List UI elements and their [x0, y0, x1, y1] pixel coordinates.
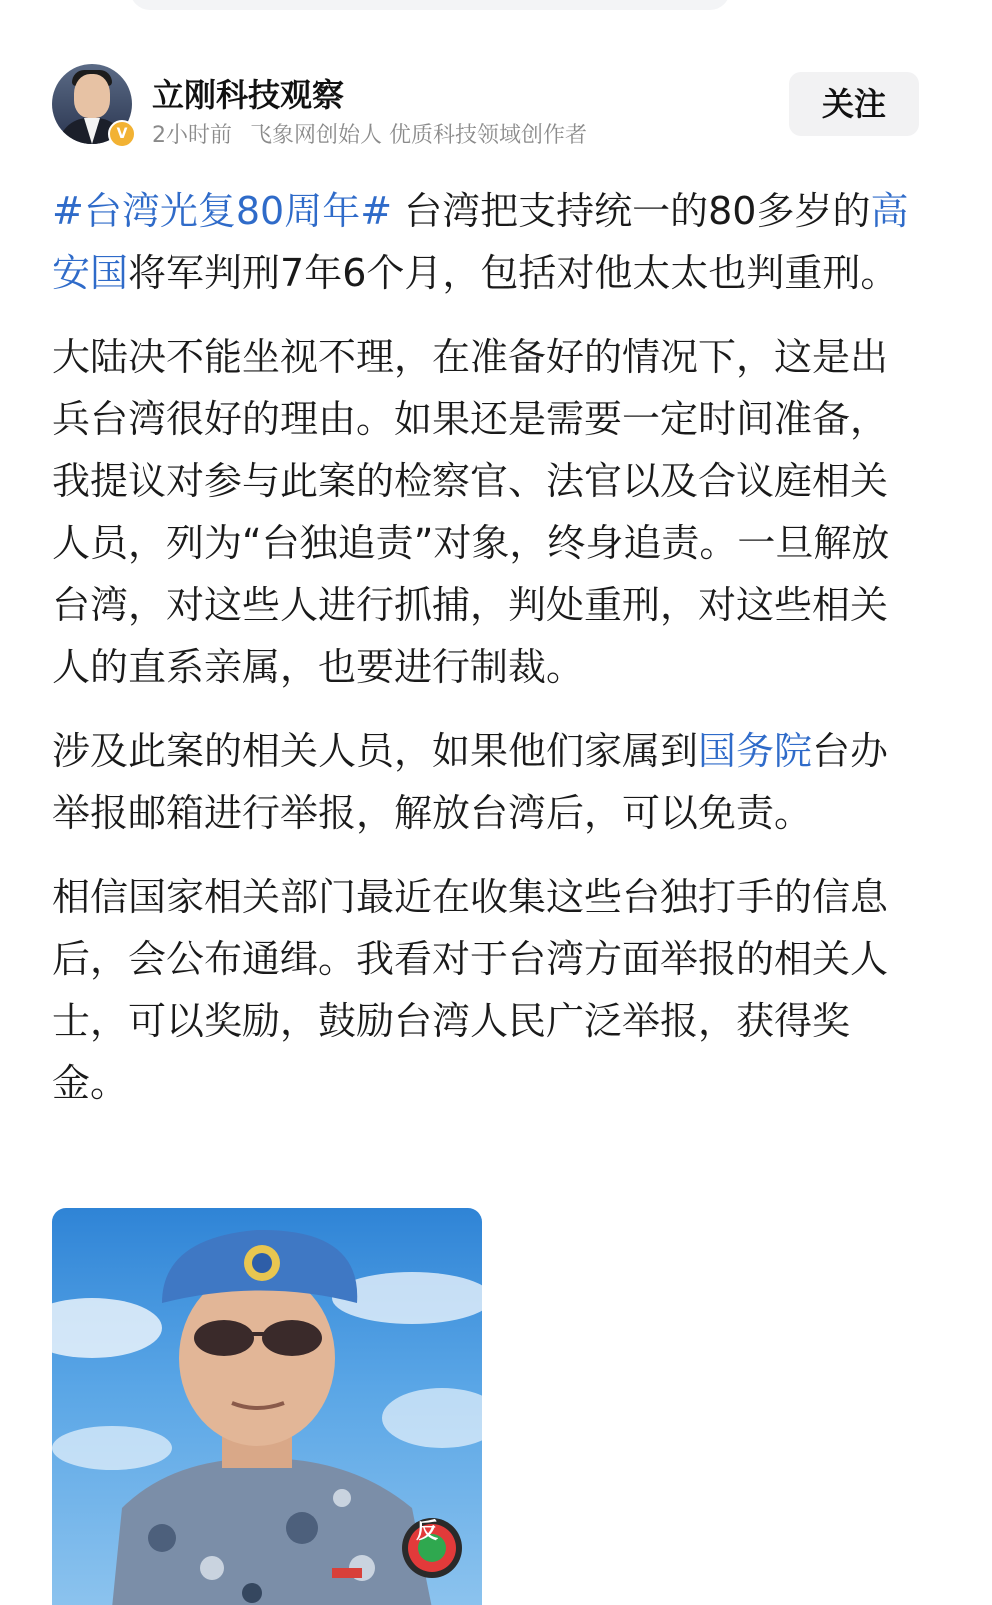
verified-badge-icon: V [108, 120, 136, 148]
follow-button[interactable]: 关注 [789, 72, 919, 136]
article-photo[interactable] [52, 1208, 482, 1605]
photo-illustration [52, 1208, 482, 1605]
post-time: 2小时前 [152, 123, 232, 148]
paragraph-text: 将军判刑7年6个月，包括对他太太也判重刑。 [128, 251, 899, 295]
author-bio: 飞象网创始人 优质科技领域创作者 [250, 123, 587, 148]
paragraph-2: 大陆决不能坐视不理，在准备好的情况下，这是出兵台湾很好的理由。如果还是需要一定时间准备，我提议对参与此案的检察官、法官以及合议庭相关人员，列为“台独追责”对象，终身追责。一旦解放台湾，对这些人进行抓捕，判处重刑，对这些相关人的直系亲属，也要进行制裁。 [52, 335, 890, 689]
author-header [52, 64, 942, 154]
author-name[interactable]: 立刚科技观察 [152, 76, 345, 114]
paragraph-1 [52, 180, 922, 304]
org-link[interactable]: 国务院 [698, 729, 813, 773]
search-bar[interactable] [130, 0, 730, 10]
article-body [52, 180, 922, 1136]
paragraph-4: 相信国家相关部门最近在收集这些台独打手的信息后，会公布通缉。我看对于台湾方面举报的相关人士，可以奖励，鼓励台湾人民广泛举报，获得奖金。 [52, 875, 889, 1105]
author-meta [152, 118, 587, 149]
paragraph-text: 台湾把支持统一的80多岁的 [392, 189, 871, 233]
hashtag-link[interactable]: #台湾光复80周年# [52, 189, 393, 233]
paragraph-3 [52, 720, 922, 844]
patch-text: 反 [416, 1519, 439, 1544]
person-link[interactable]: 高安国 [52, 189, 909, 295]
paragraph-text: 台办举报邮箱进行举报，解放台湾后，可以免责。 [52, 729, 889, 835]
paragraph-text: 涉及此案的相关人员，如果他们家属到 [52, 729, 699, 773]
